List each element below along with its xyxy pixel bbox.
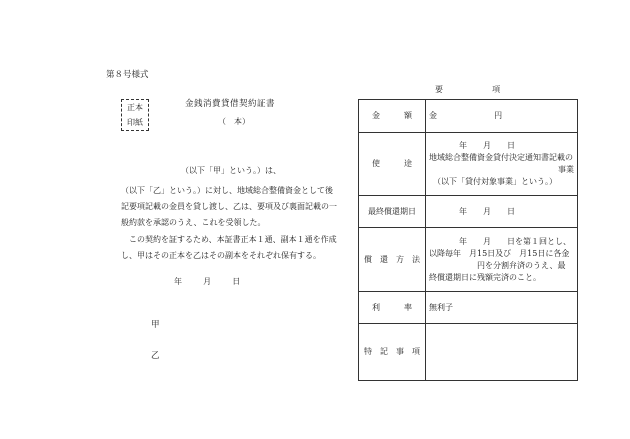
use-line-3: 事業 — [558, 165, 574, 174]
terms-heading-2: 項 — [492, 85, 501, 94]
interest-label: 利 率 — [359, 292, 426, 324]
stamp-line-1: 正本 — [127, 103, 143, 112]
terms-heading — [435, 85, 500, 95]
date-year: 年 — [174, 277, 182, 286]
special-label: 特 記 事 項 — [359, 324, 426, 381]
party-b-label: 乙 — [151, 351, 160, 361]
amount-prefix: 金 — [429, 111, 437, 121]
body-line-4: 般約款を承認のうえ、これを受領した。 — [121, 218, 266, 227]
row-amount — [359, 100, 578, 133]
revenue-stamp-box — [121, 99, 149, 131]
row-repayment — [359, 228, 578, 292]
repayment-value — [426, 228, 578, 292]
use-line-2: 地域総合整備資金貸付決定通知書記載の — [429, 153, 573, 162]
use-label: 使 途 — [359, 133, 426, 196]
body-line-3: 記要項記載の金員を貸し渡し、乙は、要項及び裏面記載の一 — [121, 202, 337, 211]
document-title: 金銭消費貸借契約証書 — [185, 99, 276, 109]
row-final-date — [359, 196, 578, 228]
body-line-6: し、甲はその正本を乙はその副本をそれぞれ保有する。 — [121, 251, 321, 260]
party-a-label: 甲 — [151, 320, 160, 330]
interest-value: 無利子 — [426, 292, 578, 324]
repayment-line-1: 年 月 日を第１回とし、 — [459, 236, 571, 246]
row-interest — [359, 292, 578, 324]
document-subtitle: （ 本） — [218, 117, 250, 126]
row-special — [359, 324, 578, 381]
amount-unit: 円 — [494, 111, 503, 121]
date-day: 日 — [232, 277, 241, 286]
row-use — [359, 133, 578, 196]
signature-date — [174, 277, 240, 287]
final-date-label: 最終償還期日 — [359, 196, 426, 228]
amount-value — [426, 100, 578, 133]
use-date: 年 月 日 — [459, 141, 515, 150]
terms-table — [358, 99, 578, 381]
repayment-line-3: 円を分割弁済のうえ、最 — [477, 260, 566, 270]
stamp-line-2: 印紙 — [127, 118, 143, 127]
repayment-line-4: 終償還期日に残額完済のこと。 — [429, 272, 541, 282]
repayment-label: 償 還 方 法 — [359, 228, 426, 292]
final-date-value — [426, 196, 578, 228]
amount-label: 金 額 — [359, 100, 426, 133]
body-line-5: この契約を証するため、本証書正本１通、副本１通を作成 — [121, 235, 337, 244]
date-month: 月 — [203, 277, 212, 286]
use-value — [426, 133, 578, 196]
body-line-1: （以下「甲」という。）は、 — [181, 166, 281, 175]
body-line-2: （以下「乙」という。）に対し、地域総合整備資金として後 — [121, 186, 333, 195]
special-value — [426, 324, 578, 381]
form-number: 第８号様式 — [106, 70, 149, 80]
use-line-4: （以下「貸付対象事業」という。） — [433, 177, 557, 186]
final-date-text: 年 月 日 — [459, 206, 515, 216]
terms-heading-1: 要 — [435, 85, 443, 94]
repayment-line-2: 以降毎年 月15日及び 月15日に各金 — [429, 248, 570, 258]
